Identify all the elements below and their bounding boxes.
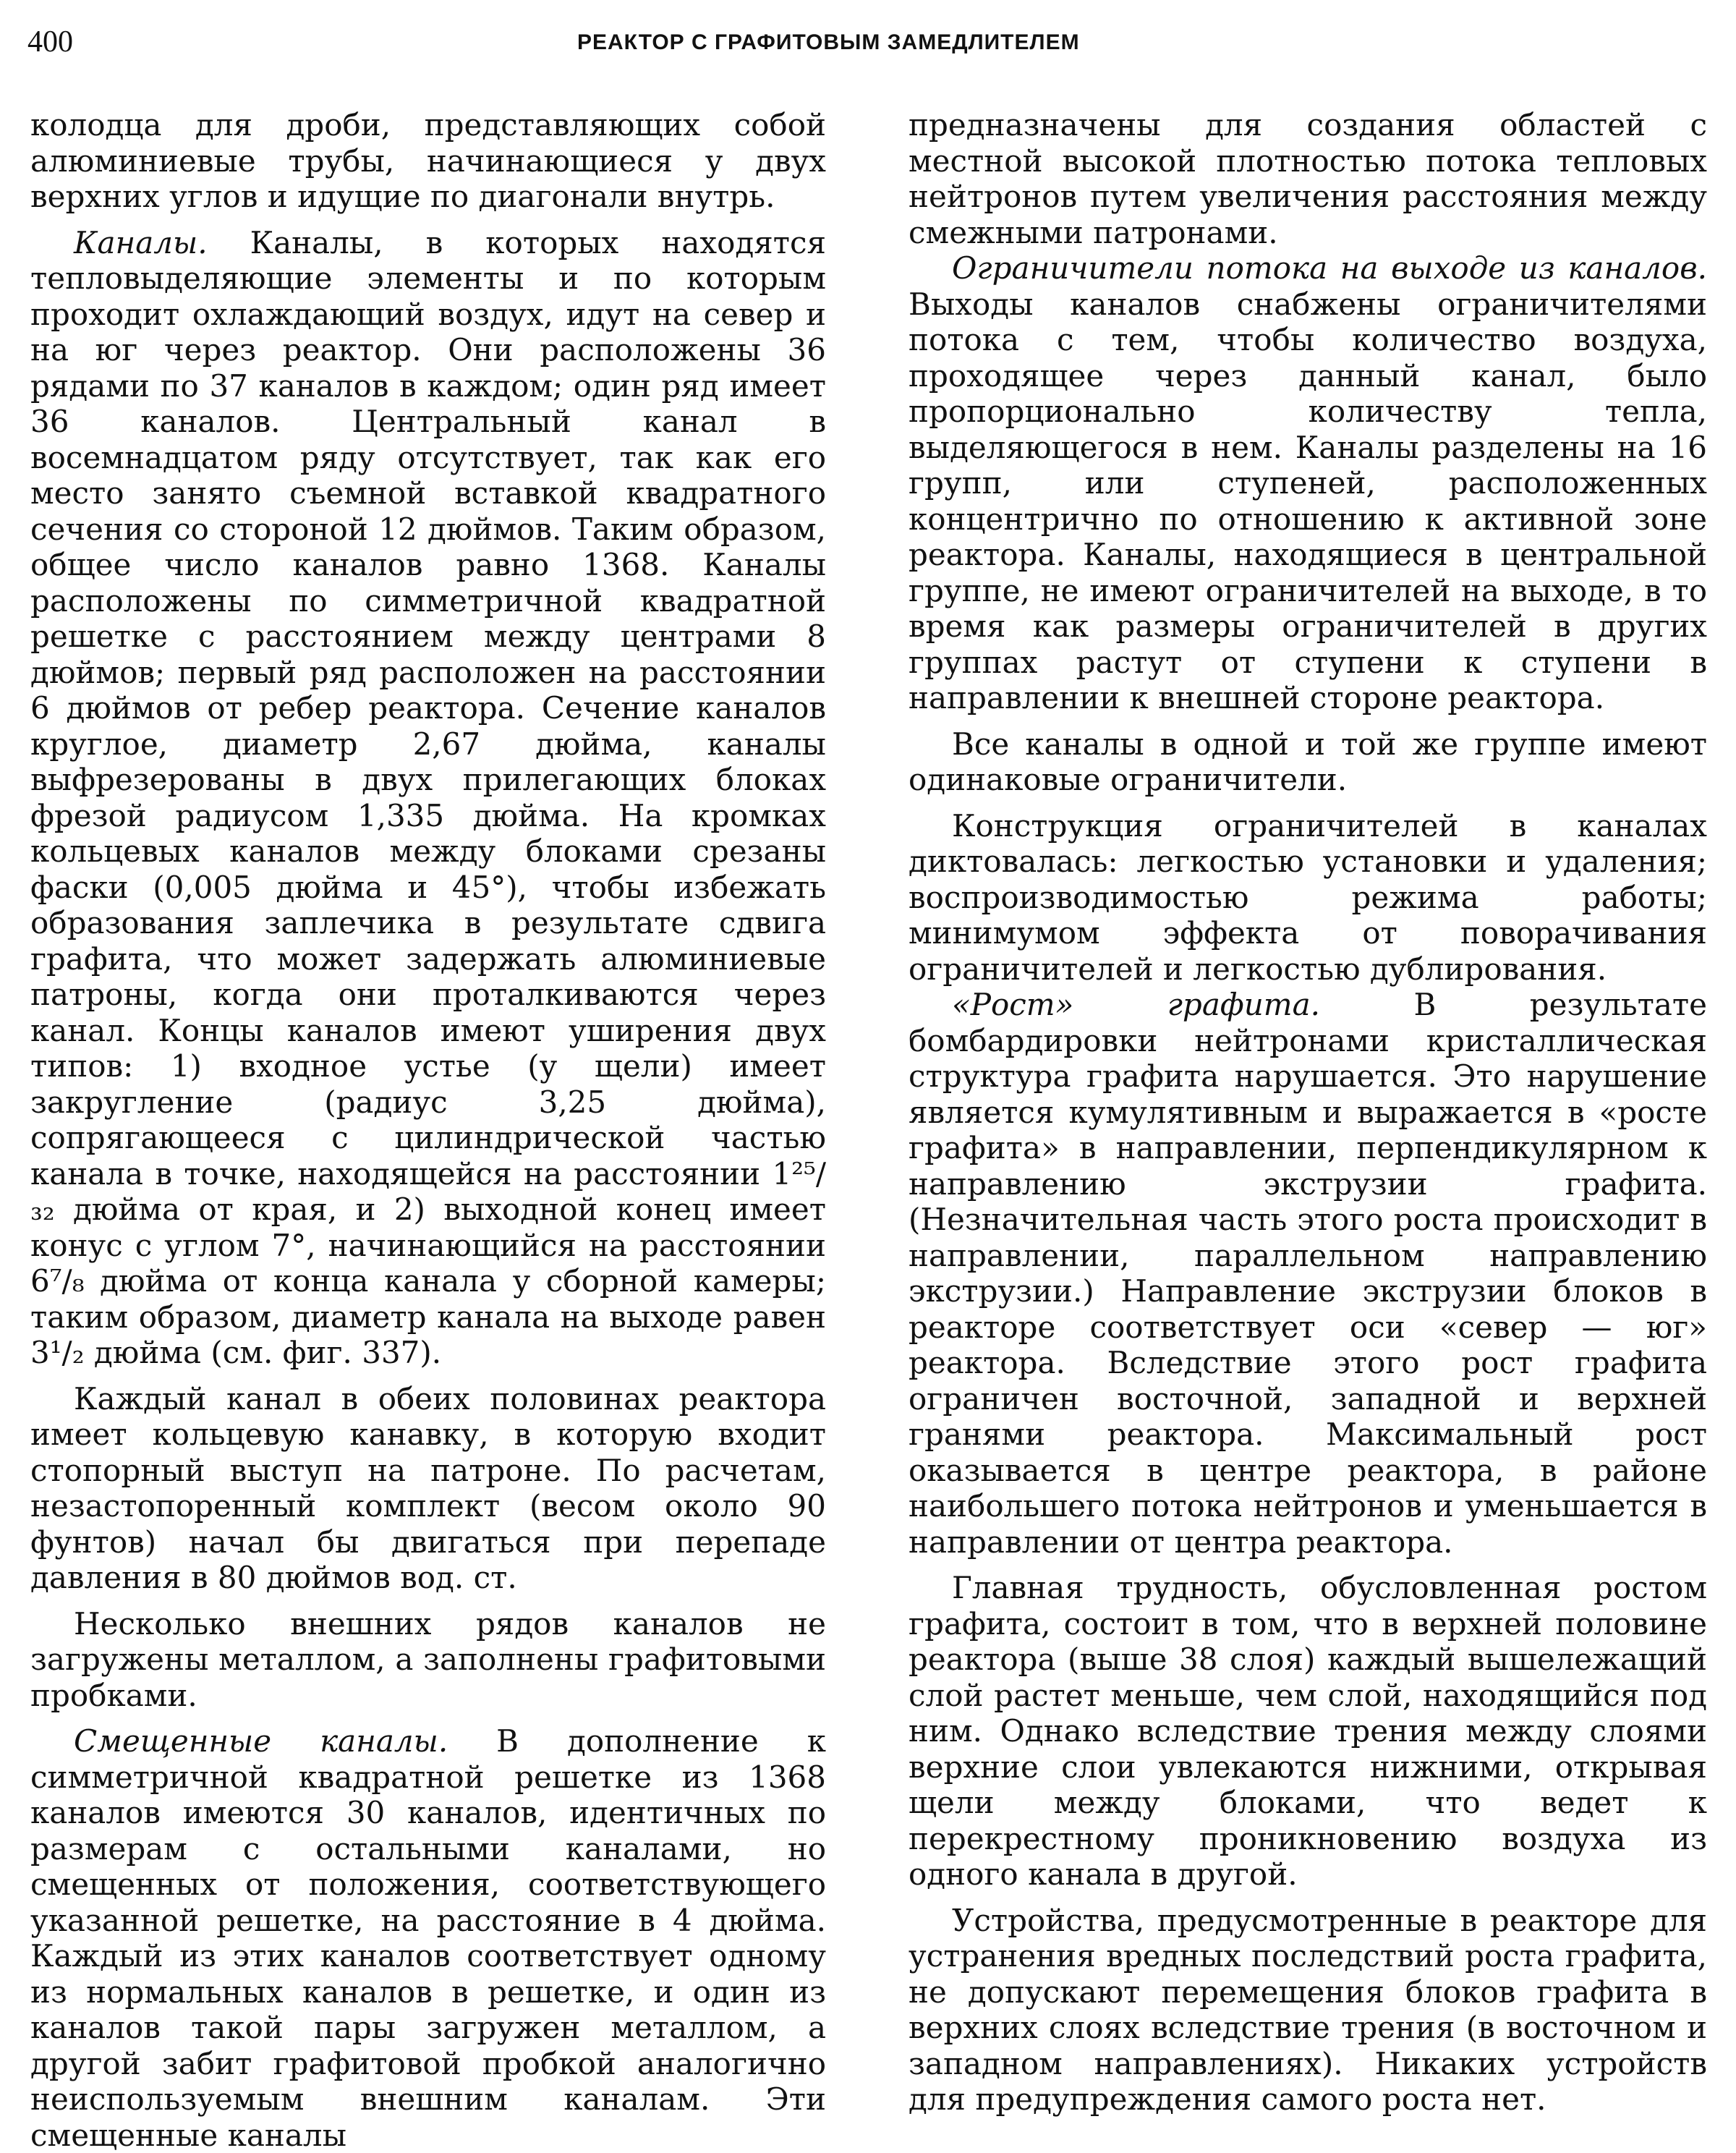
- right-column: [909, 107, 1707, 2118]
- page-number: 400: [27, 25, 73, 59]
- page-header: [27, 25, 1709, 61]
- paragraph: Каждый канал в обеих половинах реактора имеет кольцевую канавку, в которую входит стопорный выступ на патроне. По расчетам, незастопоренный комплект (весом около 90 фунтов) начал бы двигаться при перепаде давления в 80 дюймов вод. ст.: [30, 1380, 826, 1595]
- paragraph: Несколько внешних рядов каналов не загружены металлом, а заполнены графитовыми пробками.: [30, 1605, 826, 1713]
- running-title: РЕАКТОР С ГРАФИТОВЫМ ЗАМЕДЛИТЕЛЕМ: [577, 30, 1080, 54]
- run-in-heading: Каналы.: [74, 224, 208, 260]
- paragraph: Все каналы в одной и той же группе имеют одинаковые ограничители.: [909, 726, 1707, 797]
- paragraph: Главная трудность, обусловленная ростом графита, состоит в том, что в верхней половине реактора (выше 38 слоя) каждый вышележащий слой растет меньше, чем слой, находящийся под ним. Однако вследствие трения между слоями верхние слои увлекаются нижними, открывая щели между блоками, что ведет к перекрестному проникновению воздуха из одного канала в другой.: [909, 1570, 1707, 1892]
- paragraph-graphite-growth: [909, 987, 1707, 1560]
- paragraph-offset-channels: [30, 1723, 826, 2153]
- run-in-heading: Смещенные каналы.: [74, 1723, 448, 1759]
- paragraph: предназначены для создания областей с местной высокой плотностью потока тепловых нейтронов путем увеличения расстояния между смежными патронами.: [909, 107, 1707, 250]
- paragraph: Устройства, предусмотренные в реакторе для устранения вредных последствий роста графита, не допускают перемещения блоков графита в верхних слоях вследствие трения (в восточном и западном направлениях). Никаких устройств для предупреждения самого роста нет.: [909, 1902, 1707, 2117]
- run-in-heading: Ограничители потока на выходе из каналов.: [952, 250, 1707, 286]
- paragraph-body: В дополнение к симметричной квадратной решетке из 1368 каналов имеются 30 каналов, идентичных по размерам с остальными каналами, но смещенных от положения, соответствующего указанной решетке, на расстояние в 4 дюйма. Каждый из этих каналов соответствует одному из нормальных каналов в решетке, и один из каналов такой пары загружен металлом, а другой забит графитовой пробкой аналогично неиспользуемым внешним каналам. Эти смещенные каналы: [30, 1723, 826, 2153]
- run-in-heading: «Рост» графита.: [952, 987, 1321, 1022]
- paragraph-flow-limiters: [909, 250, 1707, 716]
- paragraph-body: Каналы, в которых находятся тепловыделяющие элементы и по которым проходит охлаждающий воздух, идут на север и на юг через реактор. Они расположены 36 рядами по 37 каналов в каждом; один ряд имеет 36 каналов. Центральный канал в восемнадцатом ряду отсутствует, так как его место занято съемной вставкой квадратного сечения со стороной 12 дюймов. Таким образом, общее число каналов равно 1368. Каналы расположены по симметричной квадратной решетке с расстоянием между центрами 8 дюймов; первый ряд расположен на расстоянии 6 дюймов от ребер реактора. Сечение каналов круглое, диаметр 2,67 дюйма, каналы выфрезерованы в двух прилегающих блоках фрезой радиусом 1,335 дюйма. На кромках кольцевых каналов между блоками срезаны фаски (0,005 дюйма и 45°), чтобы избежать образования заплечика в результате сдвига графита, что может задержать алюминиевые патроны, когда они проталкиваются через канал. Концы каналов имеют уширения двух типов: 1) входное устье (у щели) имеет закругление (радиус 3,25 дюйма), сопрягающееся с цилиндрической частью канала в точке, находящейся на расстоянии 1²⁵/₃₂ дюйма от края, и 2) выходной конец имеет конус с углом 7°, начинающийся на расстоянии 6⁷/₈ дюйма от конца канала у сборной камеры; таким образом, диаметр канала на выходе равен 3¹/₂ дюйма (см. фиг. 337).: [30, 224, 826, 1370]
- paragraph: Конструкция ограничителей в каналах диктовалась: легкостью установки и удаления; воспроизводимостью режима работы; минимумом эффекта от поворачивания ограничителей и легкостью дублирования.: [909, 807, 1707, 987]
- left-column: [30, 107, 826, 2153]
- paragraph-body: В результате бомбардировки нейтронами кристаллическая структура графита нарушается. Это нарушение является кумулятивным и выражается в «росте графита» в направлении, перпендикулярном к направлению экструзии графита. (Незначительная часть этого роста происходит в направлении, параллельном направлению экструзии.) Направление экструзии блоков в реакторе соответствует оси «север — юг» реактора. Вследствие этого рост графита ограничен восточной, западной и верхней гранями реактора. Максимальный рост оказывается в центре реактора, в районе наибольшего потока нейтронов и уменьшается в направлении от центра реактора.: [909, 987, 1708, 1560]
- paragraph: колодца для дроби, представляющих собой алюминиевые трубы, начинающиеся у двух верхних углов и идущие по диагонали внутрь.: [30, 107, 826, 214]
- paragraph-channels: [30, 225, 826, 1371]
- paragraph-body: Выходы каналов снабжены ограничителями потока с тем, чтобы количество воздуха, проходящее через данный канал, было пропорционально количеству тепла, выделяющегося в нем. Каналы разделены на 16 групп, или ступеней, расположенных концентрично по отношению к активной зоне реактора. Каналы, находящиеся в центральной группе, не имеют ограничителей на выходе, в то время как размеры ограничителей в других группах растут от ступени к ступени в направлении к внешней стороне реактора.: [909, 286, 1707, 715]
